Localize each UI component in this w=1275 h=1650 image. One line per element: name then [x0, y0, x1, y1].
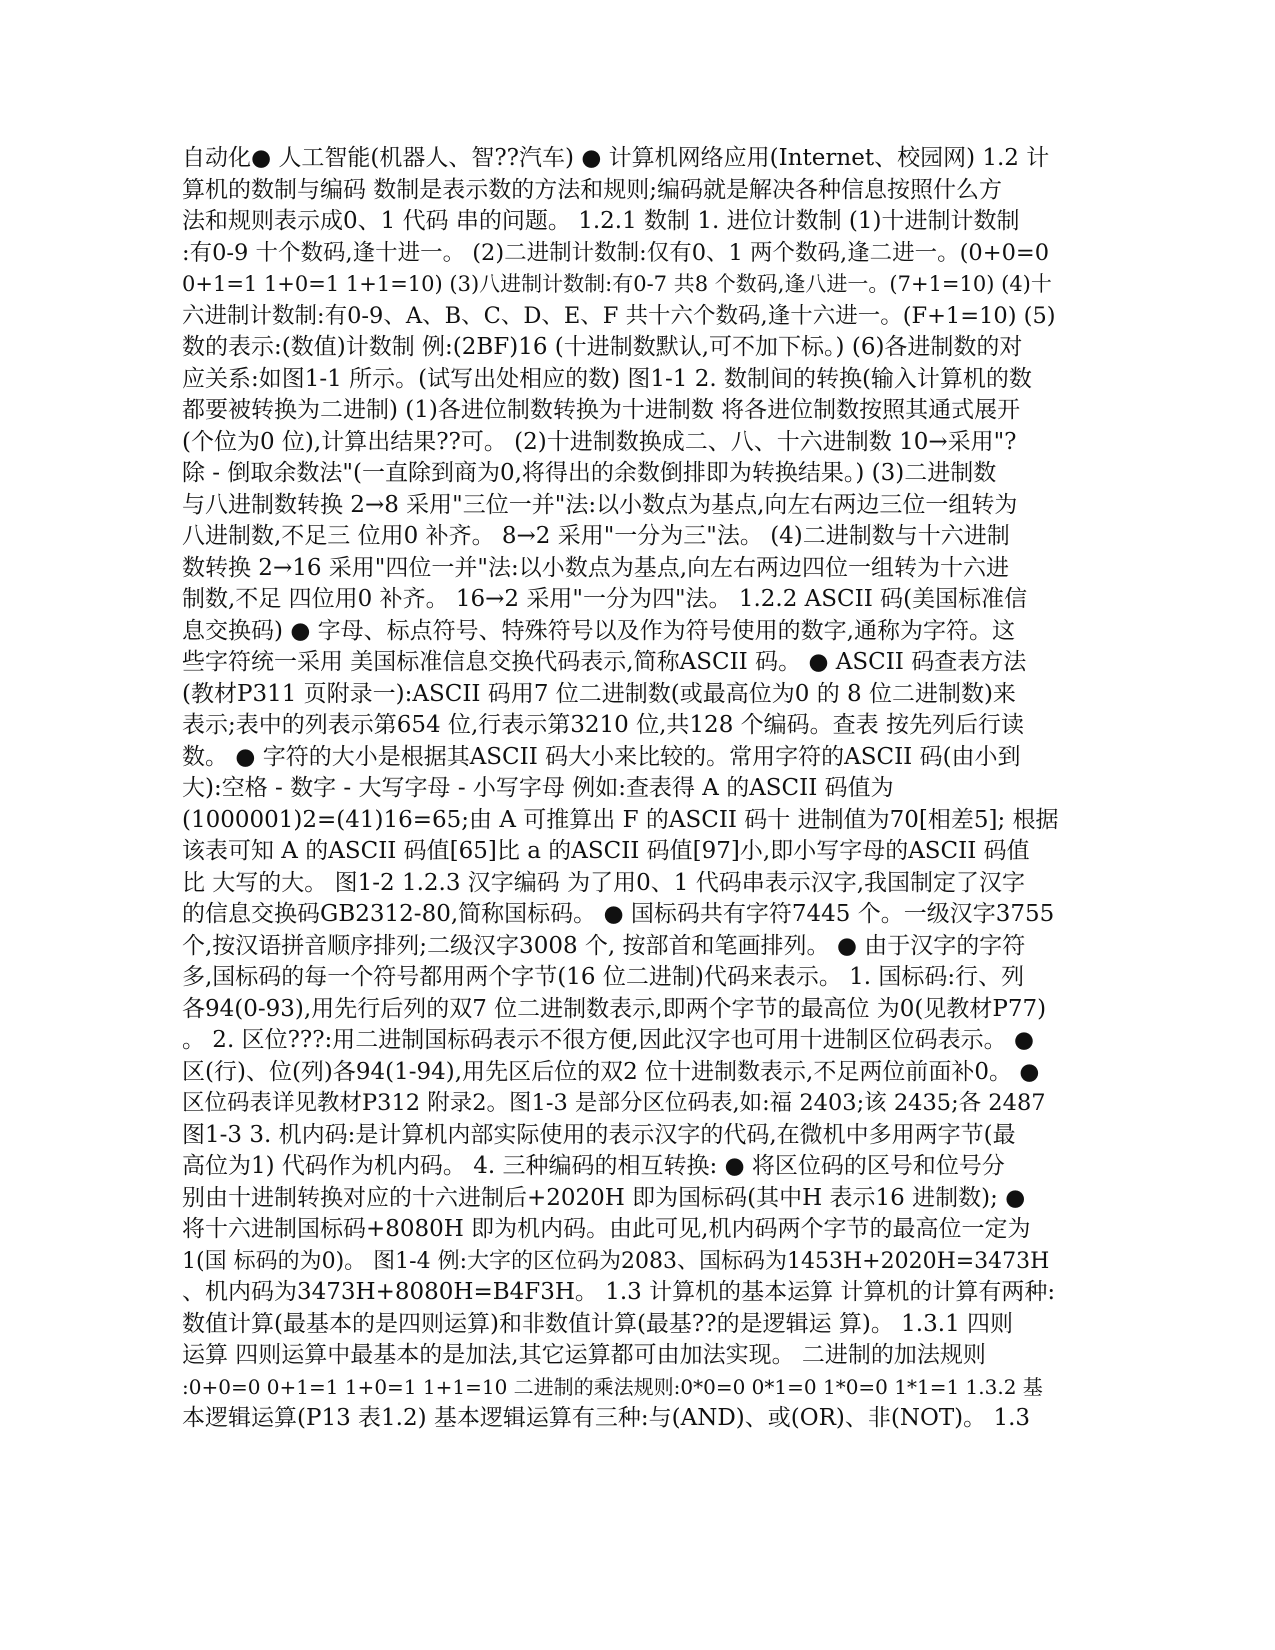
text-line: 高位为1) 代码作为机内码。 4. 三种编码的相互转换: ● 将区位码的区号和位号分 [182, 1153, 1005, 1179]
text-line: 区(行)、位(列)各94(1-94),用先区后位的双2 位十进制数表示,不足两位前面补0。 ● [182, 1058, 1040, 1085]
text-line: (教材P311 页附录一):ASCII 码用7 位二进制数(或最高位为0 的 8 位二进制数)来 [182, 680, 1016, 707]
text-line: 的信息交换码GB2312-80,简称国标码。 ● 国标码共有字符7445 个。一级汉字3755 [182, 901, 1055, 927]
text-line: 图1-3 3. 机内码:是计算机内部实际使用的表示汉字的代码,在微机中多用两字节(最 [182, 1121, 1016, 1148]
text-line: :0+0=0 0+1=1 1+0=1 1+1=10 二进制的乘法规则:0*0=0 0*1=0 1*0=0 1*1=1 1.3.2 基 [182, 1374, 1043, 1399]
text-line: (个位为0 位),计算出结果??可。 (2)十进制数换成二、八、十六进制数 10→采用"? [182, 428, 1017, 455]
text-line: 别由十进制转换对应的十六进制后+2020H 即为国标码(其中H 表示16 进制数); ● [182, 1184, 1026, 1211]
text-line: 自动化● 人工智能(机器人、智??汽车) ● 计算机网络应用(Internet、校园网) 1.2 计 [182, 145, 1050, 171]
text-line: 与八进制数转换 2→8 采用"三位一并"法:以小数点为基点,向左右两边三位一组转为 [182, 491, 1018, 518]
text-line: 八进制数,不足三 位用0 补齐。 8→2 采用"一分为三"法。 (4)二进制数与十六进制 [182, 523, 1010, 549]
text-line: 数值计算(最基本的是四则运算)和非数值计算(最基??的是逻辑运 算)。 1.3.1 四则 [182, 1310, 1014, 1337]
text-line: 0+1=1 1+0=1 1+1=10) (3)八进制计数制:有0-7 共8 个数码,逢八进一。(7+1=10) (4)十 [182, 272, 1052, 296]
text-line: 区位码表详见教材P312 附录2。图1-3 是部分区位码表,如:福 2403;该 2435;各 2487 [182, 1090, 1046, 1116]
text-line: 除 - 倒取余数法"(一直除到商为0,将得出的余数倒排即为转换结果。) (3)二进制数 [182, 460, 997, 486]
text-line: 大):空格 - 数字 - 大写字母 - 小写字母 例如:查表得 A 的ASCII 码值为 [182, 775, 894, 801]
text-line: 表示;表中的列表示第654 位,行表示第3210 位,共128 个编码。查表 按先列后行读 [182, 712, 1024, 738]
text-line: 比 大写的大。 图1-2 1.2.3 汉字编码 为了用0、1 代码串表示汉字,我国制定了汉字 [182, 869, 1026, 896]
text-line: 息交换码) ● 字母、标点符号、特殊符号以及作为符号使用的数字,通称为字符。这 [182, 617, 1015, 644]
text-line: 算机的数制与编码 数制是表示数的方法和规则;编码就是解决各种信息按照什么方 [182, 176, 1003, 203]
text-line: 本逻辑运算(P13 表1.2) 基本逻辑运算有三种:与(AND)、或(OR)、非(NOT)。 1.3 [182, 1405, 1031, 1431]
body-text [182, 143, 1062, 1435]
text-line: 运算 四则运算中最基本的是加法,其它运算都可由加法实现。 二进制的加法规则 [182, 1342, 986, 1368]
text-line: 1(国 标码的为0)。 图1-4 例:大字的区位码为2083、国标码为1453H+2020H=3473H [182, 1248, 1050, 1274]
text-line: 数。 ● 字符的大小是根据其ASCII 码大小来比较的。常用字符的ASCII 码(由小到 [182, 743, 1021, 770]
text-line: 数的表示:(数值)计数制 例:(2BF)16 (十进制数默认,可不加下标。) (6)各进制数的对 [182, 334, 1023, 360]
text-line: (1000001)2=(41)16=65;由 A 可推算出 F 的ASCII 码十 进制值为70[相差5]; 根据 [182, 806, 1059, 833]
text-line: 些字符统一采用 美国标准信息交换代码表示,简称ASCII 码。 ● ASCII 码查表方法 [182, 649, 1027, 675]
text-line: :有0-9 十个数码,逢十进一。 (2)二进制计数制:仅有0、1 两个数码,逢二进一。(0+0=0 [182, 239, 1050, 266]
text-line: 六进制计数制:有0-9、A、B、C、D、E、F 共十六个数码,逢十六进一。(F+1=10) (5) [182, 302, 1056, 329]
text-line: 、机内码为3473H+8080H=B4F3H。 1.3 计算机的基本运算 计算机的计算有两种: [182, 1279, 1056, 1305]
text-line: 法和规则表示成0、1 代码 串的问题。 1.2.1 数制 1. 进位计数制 (1)十进制计数制 [182, 208, 1020, 234]
text-line: 个,按汉语拼音顺序排列;二级汉字3008 个, 按部首和笔画排列。 ● 由于汉字的字符 [182, 932, 1026, 959]
text-line: 都要被转换为二进制) (1)各进位制数转换为十进制数 将各进位制数按照其通式展开 [182, 397, 1021, 423]
text-line: 各94(0-93),用先行后列的双7 位二进制数表示,即两个字节的最高位 为0(见教材P77) [182, 995, 1047, 1022]
text-line: 制数,不足 四位用0 补齐。 16→2 采用"一分为四"法。 1.2.2 ASCII 码(美国标准信 [182, 586, 1028, 612]
text-line: 应关系:如图1-1 所示。(试写出处相应的数) 图1-1 2. 数制间的转换(输入计算机的数 [182, 365, 1032, 392]
text-line: 将十六进制国标码+8080H 即为机内码。由此可见,机内码两个字节的最高位一定为 [182, 1216, 1031, 1242]
text-line: 数转换 2→16 采用"四位一并"法:以小数点为基点,向左右两边四位一组转为十六进 [182, 554, 1010, 581]
text-line: 多,国标码的每一个符号都用两个字节(16 位二进制)代码来表示。 1. 国标码:行、列 [182, 964, 1025, 990]
text-line: 。 2. 区位???:用二进制国标码表示不很方便,因此汉字也可用十进制区位码表示。 ● [182, 1027, 1034, 1053]
text-line: 该表可知 A 的ASCII 码值[65]比 a 的ASCII 码值[97]小,即小写字母的ASCII 码值 [182, 838, 1030, 864]
